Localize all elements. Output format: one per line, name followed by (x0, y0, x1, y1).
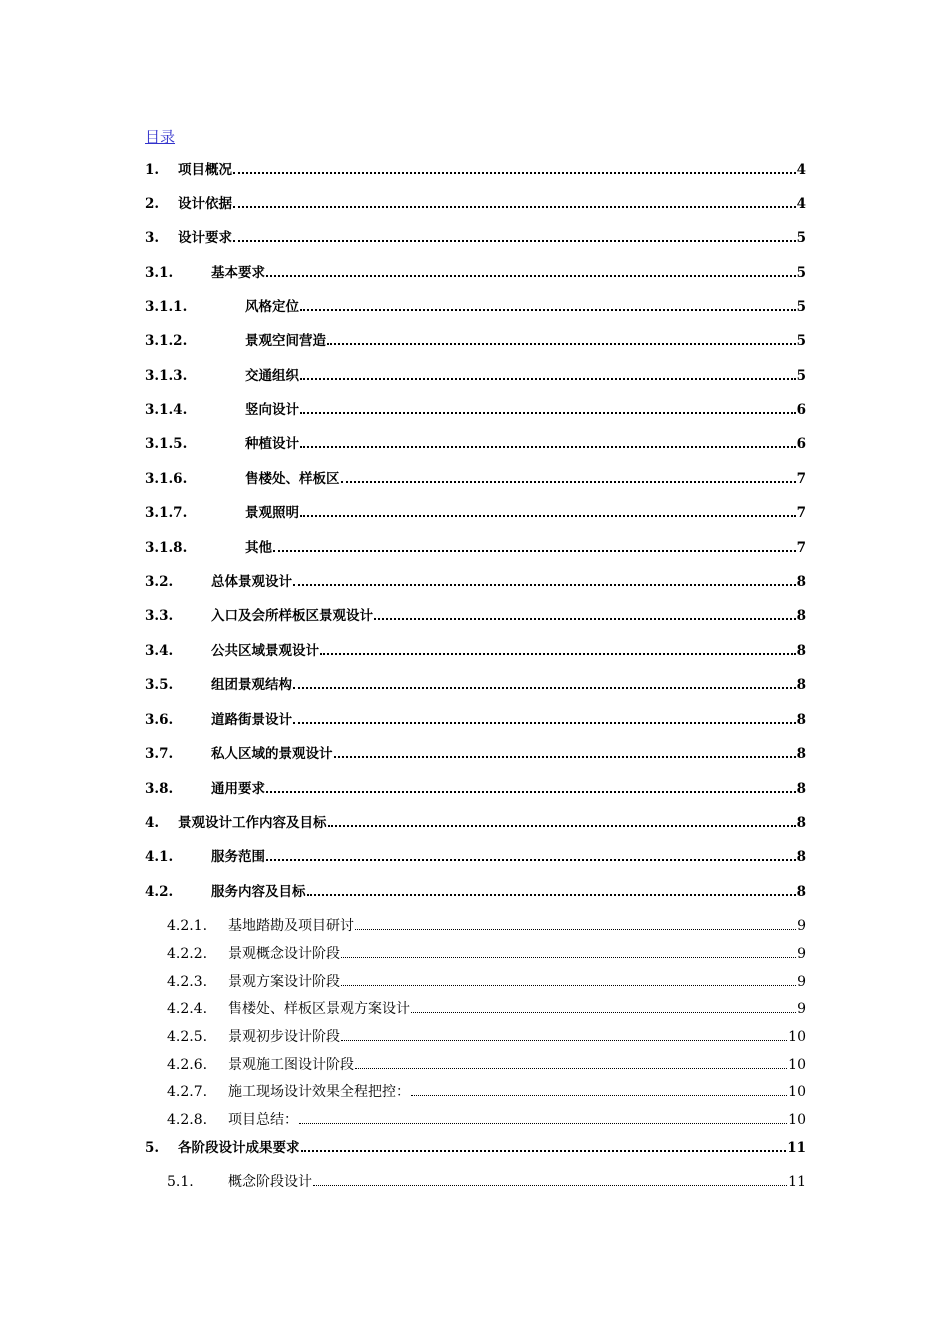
toc-dot-leader (300, 309, 796, 311)
toc-dot-leader (374, 618, 796, 620)
toc-entry-page-number: 11 (787, 1140, 806, 1156)
toc-entry-label: 道路街景设计 (211, 712, 292, 728)
toc-entry[interactable] (167, 1082, 806, 1102)
toc-dot-leader (266, 275, 796, 277)
toc-entry[interactable] (145, 641, 806, 661)
toc-entry-label: 概念阶段设计 (228, 1174, 312, 1190)
toc-entry-page-number: 11 (788, 1174, 806, 1190)
toc-entry-page-number: 9 (797, 1001, 806, 1017)
toc-dot-leader (233, 206, 796, 208)
toc-entry-page-number: 8 (796, 815, 806, 831)
toc-entry-number: 3.1.3. (145, 368, 188, 384)
toc-entry-label: 售楼处、样板区 (245, 471, 340, 487)
toc-entry[interactable] (167, 972, 806, 992)
toc-entry-label: 服务范围 (211, 849, 265, 865)
toc-entry[interactable] (145, 744, 806, 764)
toc-dot-leader (293, 687, 796, 689)
toc-entry[interactable] (167, 999, 806, 1019)
toc-dot-leader (300, 446, 796, 448)
toc-entry-number: 2. (145, 196, 160, 212)
toc-dot-leader (293, 584, 796, 586)
toc-entry-page-number: 7 (796, 505, 806, 521)
toc-entry-number: 4.2. (145, 884, 174, 900)
toc-entry-number: 4.2.2. (167, 946, 208, 962)
toc-entry-page-number: 9 (797, 946, 806, 962)
toc-entry-number: 3.1.4. (145, 402, 188, 418)
toc-entry-page-number: 8 (796, 608, 806, 624)
toc-entry-page-number: 6 (796, 402, 806, 418)
toc-entry-number: 4.2.6. (167, 1057, 208, 1073)
toc-entry[interactable] (145, 331, 806, 351)
toc-entry-page-number: 5 (796, 333, 806, 349)
toc-title-link[interactable]: 目录 (145, 128, 176, 146)
toc-entry-page-number: 4 (796, 196, 806, 212)
toc-entry[interactable] (145, 469, 806, 489)
toc-dot-leader (300, 515, 796, 517)
toc-entry[interactable] (145, 434, 806, 454)
toc-entry-number: 4. (145, 815, 160, 831)
toc-dot-leader (299, 1123, 787, 1124)
toc-entry[interactable] (167, 1055, 806, 1075)
toc-entry-page-number: 8 (796, 677, 806, 693)
toc-dot-leader (355, 929, 796, 930)
toc-entry-page-number: 10 (788, 1057, 806, 1073)
toc-dot-leader (233, 172, 796, 174)
toc-entry[interactable] (145, 194, 806, 214)
toc-entry-number: 3.1.8. (145, 540, 188, 556)
toc-entry-number: 3.6. (145, 712, 174, 728)
toc-entry-page-number: 5 (796, 299, 806, 315)
toc-entry-number: 3.4. (145, 643, 174, 659)
toc-entry[interactable] (167, 944, 806, 964)
toc-entry-page-number: 7 (796, 540, 806, 556)
toc-entry-page-number: 5 (796, 368, 806, 384)
toc-dot-leader (266, 859, 796, 861)
toc-entry-label: 风格定位 (245, 299, 299, 315)
toc-entry[interactable] (145, 538, 806, 558)
toc-entry-label: 景观空间营造 (245, 333, 326, 349)
toc-entry[interactable] (145, 503, 806, 523)
toc-entry-label: 景观设计工作内容及目标 (178, 815, 327, 831)
toc-entry-number: 3.7. (145, 746, 174, 762)
toc-entry-label: 种植设计 (245, 436, 299, 452)
toc-entry-number: 4.2.7. (167, 1084, 208, 1100)
toc-dot-leader (411, 1012, 796, 1013)
toc-entry-number: 4.1. (145, 849, 174, 865)
toc-dot-leader (300, 378, 796, 380)
toc-entry-page-number: 10 (788, 1084, 806, 1100)
toc-entry-page-number: 8 (796, 712, 806, 728)
toc-entry-page-number: 5 (796, 265, 806, 281)
toc-entry-label: 基地踏勘及项目研讨 (228, 918, 354, 934)
toc-entry[interactable] (145, 675, 806, 695)
toc-entry-number: 3.1.2. (145, 333, 188, 349)
toc-dot-leader (301, 1150, 787, 1152)
toc-dot-leader (334, 756, 796, 758)
toc-entry[interactable] (167, 1110, 806, 1130)
toc-entry[interactable] (145, 228, 806, 248)
toc-entry[interactable] (167, 1172, 806, 1192)
toc-entry-number: 4.2.4. (167, 1001, 208, 1017)
toc-entry-label: 景观概念设计阶段 (228, 946, 340, 962)
toc-entry[interactable] (145, 1138, 806, 1158)
toc-dot-leader (273, 550, 796, 552)
toc-dot-leader (313, 1185, 787, 1186)
toc-entry[interactable] (145, 847, 806, 867)
toc-dot-leader (320, 653, 796, 655)
toc-entry-page-number: 7 (796, 471, 806, 487)
toc-entry-number: 3.5. (145, 677, 174, 693)
toc-dot-leader (293, 722, 796, 724)
toc-entry-page-number: 10 (788, 1112, 806, 1128)
toc-entry-number: 4.2.5. (167, 1029, 208, 1045)
toc-entry-page-number: 10 (788, 1029, 806, 1045)
toc-dot-leader (300, 412, 796, 414)
toc-entry[interactable] (167, 1027, 806, 1047)
toc-entry-label: 设计要求 (178, 230, 232, 246)
toc-entry-label: 景观方案设计阶段 (228, 974, 340, 990)
toc-entry-number: 3.2. (145, 574, 174, 590)
toc-entry-page-number: 8 (796, 574, 806, 590)
toc-entry-number: 3.1. (145, 265, 174, 281)
toc-entry-label: 景观施工图设计阶段 (228, 1057, 354, 1073)
toc-entry-label: 施工现场设计效果全程把控： (228, 1084, 410, 1100)
toc-entry-number: 4.2.3. (167, 974, 208, 990)
toc-entry-label: 景观初步设计阶段 (228, 1029, 340, 1045)
toc-entry-number: 3.1.5. (145, 436, 188, 452)
toc-entry-number: 3.8. (145, 781, 174, 797)
toc-entry[interactable] (145, 882, 806, 902)
toc-entry-number: 1. (145, 162, 160, 178)
toc-dot-leader (307, 894, 796, 896)
toc-entry-number: 3. (145, 230, 160, 246)
toc-entry-number: 5. (145, 1140, 160, 1156)
toc-entry-label: 私人区域的景观设计 (211, 746, 333, 762)
toc-entry-label: 组团景观结构 (211, 677, 292, 693)
toc-dot-leader (411, 1095, 787, 1096)
toc-entry-label: 公共区域景观设计 (211, 643, 319, 659)
toc-entry[interactable] (145, 813, 806, 833)
toc-entry-label: 总体景观设计 (211, 574, 292, 590)
toc-entry-label: 项目总结： (228, 1112, 298, 1128)
toc-entry-page-number: 8 (796, 884, 806, 900)
toc-entry[interactable] (145, 710, 806, 730)
toc-entry-label: 其他 (245, 540, 272, 556)
toc-entry[interactable] (145, 263, 806, 283)
toc-entry[interactable] (145, 572, 806, 592)
toc-entry-page-number: 8 (796, 643, 806, 659)
toc-entry-label: 项目概况 (178, 162, 232, 178)
toc-entry-label: 服务内容及目标 (211, 884, 306, 900)
toc-dot-leader (327, 343, 796, 345)
toc-entry-page-number: 4 (796, 162, 806, 178)
toc-entry[interactable] (145, 297, 806, 317)
toc-dot-leader (341, 481, 796, 483)
toc-entry-label: 基本要求 (211, 265, 265, 281)
toc-entry-label: 通用要求 (211, 781, 265, 797)
toc-entry[interactable] (145, 400, 806, 420)
toc-entry-number: 4.2.1. (167, 918, 208, 934)
toc-dot-leader (341, 957, 796, 958)
toc-entry[interactable] (145, 366, 806, 386)
toc-dot-leader (266, 791, 796, 793)
toc-entry[interactable] (145, 160, 806, 180)
toc-entry-page-number: 9 (797, 974, 806, 990)
toc-entry-page-number: 6 (796, 436, 806, 452)
toc-entry-page-number: 8 (796, 849, 806, 865)
toc-entry[interactable] (167, 916, 806, 936)
toc-dot-leader (355, 1068, 787, 1069)
toc-entry-page-number: 5 (796, 230, 806, 246)
toc-entry-label: 交通组织 (245, 368, 299, 384)
toc-entry-label: 入口及会所样板区景观设计 (211, 608, 373, 624)
toc-entry-number: 5.1. (167, 1174, 194, 1190)
toc-entry-number: 4.2.8. (167, 1112, 208, 1128)
toc-dot-leader (341, 985, 796, 986)
toc-entry-page-number: 8 (796, 746, 806, 762)
toc-dot-leader (233, 240, 796, 242)
toc-dot-leader (328, 825, 796, 827)
toc-entry-label: 景观照明 (245, 505, 299, 521)
toc-entry-number: 3.1.6. (145, 471, 188, 487)
toc-entry-number: 3.1.1. (145, 299, 188, 315)
toc-entry-number: 3.3. (145, 608, 174, 624)
toc-entry-page-number: 9 (797, 918, 806, 934)
toc-entry[interactable] (145, 606, 806, 626)
toc-dot-leader (341, 1040, 787, 1041)
toc-entry-page-number: 8 (796, 781, 806, 797)
toc-entry-label: 设计依据 (178, 196, 232, 212)
toc-entry-label: 各阶段设计成果要求 (178, 1140, 300, 1156)
toc-entry[interactable] (145, 779, 806, 799)
toc-entry-label: 售楼处、样板区景观方案设计 (228, 1001, 410, 1017)
toc-entry-label: 竖向设计 (245, 402, 299, 418)
toc-entry-number: 3.1.7. (145, 505, 188, 521)
